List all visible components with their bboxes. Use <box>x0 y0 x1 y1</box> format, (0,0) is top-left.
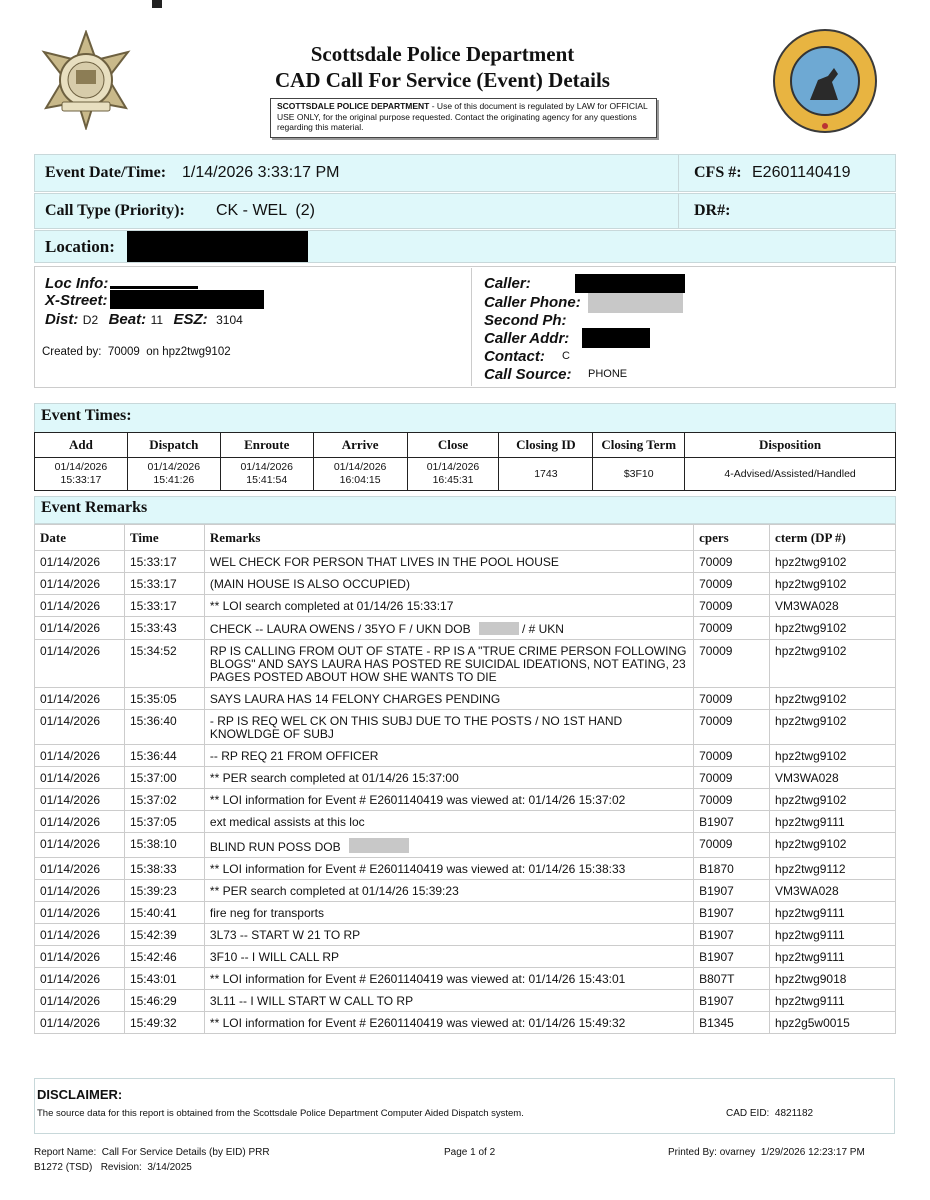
time-close <box>407 458 499 491</box>
remark-time: 15:42:39 <box>124 924 204 946</box>
remark-time: 15:37:05 <box>124 811 204 833</box>
report-id: B1272 (TSD) Revision: 3/14/2025 <box>34 1162 192 1173</box>
caller-redaction <box>575 274 685 293</box>
remark-row <box>35 946 896 968</box>
event-datetime-label: Event Date/Time: <box>45 164 167 181</box>
remark-date: 01/14/2026 <box>35 833 125 858</box>
remark-text: ** LOI information for Event # E2601140419 was viewed at: 01/14/26 15:49:32 <box>204 1012 693 1034</box>
remark-text: SAYS LAURA HAS 14 FELONY CHARGES PENDING <box>204 688 693 710</box>
remark-cterm: hpz2twg9102 <box>770 745 896 767</box>
esz-value: 3104 <box>216 313 243 327</box>
event-remarks-table <box>34 524 896 1034</box>
remark-row <box>35 595 896 617</box>
remark-date: 01/14/2026 <box>35 710 125 745</box>
remark-date: 01/14/2026 <box>35 617 125 640</box>
divider <box>471 268 472 386</box>
remark-cpers: 70009 <box>694 833 770 858</box>
remark-time: 15:33:43 <box>124 617 204 640</box>
remark-row <box>35 1012 896 1034</box>
remark-cpers: 70009 <box>694 551 770 573</box>
remark-cpers: B807T <box>694 968 770 990</box>
time-dispatch <box>127 458 220 491</box>
remark-row <box>35 833 896 858</box>
times-header-closing-id: Closing ID <box>499 433 593 458</box>
event-remarks-title: Event Remarks <box>41 499 148 516</box>
remark-date: 01/14/2026 <box>35 789 125 811</box>
remark-time: 15:36:40 <box>124 710 204 745</box>
event-times-band <box>34 403 896 433</box>
event-remarks-band <box>34 496 896 524</box>
remark-date: 01/14/2026 <box>35 990 125 1012</box>
divider <box>678 193 679 229</box>
remark-cpers: 70009 <box>694 710 770 745</box>
closing-term: $3F10 <box>593 458 685 491</box>
dist-label: Dist: <box>45 311 79 328</box>
page-subtitle: CAD Call For Service (Event) Details <box>275 68 610 92</box>
remark-cpers: 70009 <box>694 789 770 811</box>
remark-row <box>35 811 896 833</box>
time-add-date: 01/14/2026 <box>54 461 108 473</box>
remarks-header-date: Date <box>35 525 125 551</box>
remark-text: ** LOI information for Event # E2601140419 was viewed at: 01/14/26 15:38:33 <box>204 858 693 880</box>
created-by: Created by: 70009 on hpz2twg9102 <box>42 346 231 358</box>
remark-text: (MAIN HOUSE IS ALSO OCCUPIED) <box>204 573 693 595</box>
remark-cpers: B1870 <box>694 858 770 880</box>
caller-phone-redaction <box>588 293 683 313</box>
remark-text: 3F10 -- I WILL CALL RP <box>204 946 693 968</box>
time-arrive <box>313 458 407 491</box>
remark-row <box>35 710 896 745</box>
remark-cterm: hpz2twg9018 <box>770 968 896 990</box>
remark-cterm: hpz2twg9111 <box>770 902 896 924</box>
remark-text-suffix: / # UKN <box>518 622 564 636</box>
remark-cterm: hpz2twg9111 <box>770 811 896 833</box>
remark-text: ** LOI information for Event # E2601140419 was viewed at: 01/14/26 15:37:02 <box>204 789 693 811</box>
remark-cterm: hpz2twg9111 <box>770 946 896 968</box>
notice-text: - Use of this document is regulated by LAW for OFFICIAL USE ONLY, for the original purpose requested. Contact the originating agency for any questions regarding this material. <box>277 101 648 132</box>
xstreet-redaction <box>110 290 264 309</box>
cad-eid: CAD EID: 4821182 <box>726 1108 814 1119</box>
remarks-header-cpers: cpers <box>694 525 770 551</box>
remark-time: 15:33:17 <box>124 551 204 573</box>
time-add-time: 15:33:17 <box>60 474 102 486</box>
contact-value: C <box>562 350 570 362</box>
remark-cterm: hpz2twg9102 <box>770 688 896 710</box>
caller-addr-redaction <box>582 328 650 348</box>
remark-cpers: 70009 <box>694 573 770 595</box>
time-enroute-date: 01/14/2026 <box>240 461 293 473</box>
remark-date: 01/14/2026 <box>35 858 125 880</box>
remark-text <box>204 833 693 858</box>
remark-text-part: CHECK -- LAURA OWENS / 35YO F / UKN DOB <box>209 622 471 636</box>
remarks-header-remarks: Remarks <box>204 525 693 551</box>
remark-row <box>35 551 896 573</box>
remark-row <box>35 902 896 924</box>
remark-text: ** LOI information for Event # E2601140419 was viewed at: 01/14/26 15:43:01 <box>204 968 693 990</box>
xstreet-label: X-Street: <box>45 292 108 309</box>
cfs-label: CFS #: <box>694 164 742 181</box>
location-label: Location: <box>45 237 115 256</box>
divider <box>678 154 679 192</box>
remark-date: 01/14/2026 <box>35 902 125 924</box>
remark-text: -- RP REQ 21 FROM OFFICER <box>204 745 693 767</box>
call-type-value: CK - WEL (2) <box>216 202 315 219</box>
remark-cpers: B1907 <box>694 902 770 924</box>
remark-cpers: 70009 <box>694 767 770 789</box>
remark-cterm: VM3WA028 <box>770 880 896 902</box>
remark-time: 15:43:01 <box>124 968 204 990</box>
remark-text: 3L11 -- I WILL START W CALL TO RP <box>204 990 693 1012</box>
remark-time: 15:33:17 <box>124 595 204 617</box>
beat-value: 11 <box>150 313 164 327</box>
remark-cterm: hpz2g5w0015 <box>770 1012 896 1034</box>
remark-cterm: VM3WA028 <box>770 767 896 789</box>
police-badge-logo <box>36 30 136 130</box>
call-type-label: Call Type (Priority): <box>45 202 185 219</box>
remark-row <box>35 745 896 767</box>
remark-text <box>204 617 693 640</box>
loc-info-redaction <box>110 286 198 289</box>
remark-date: 01/14/2026 <box>35 573 125 595</box>
event-times-title: Event Times: <box>41 407 132 424</box>
time-dispatch-time: 15:41:26 <box>153 474 195 486</box>
time-arrive-date: 01/14/2026 <box>333 461 387 473</box>
loc-info-label: Loc Info: <box>45 275 109 292</box>
remark-time: 15:40:41 <box>124 902 204 924</box>
remark-date: 01/14/2026 <box>35 880 125 902</box>
times-header-closing-term: Closing Term <box>593 433 685 458</box>
remark-row <box>35 924 896 946</box>
remark-row <box>35 858 896 880</box>
time-arrive-time: 16:04:15 <box>339 474 381 486</box>
printed-by: Printed By: ovarney 1/29/2026 12:23:17 PM <box>668 1147 865 1158</box>
remark-row <box>35 880 896 902</box>
remark-text: 3L73 -- START W 21 TO RP <box>204 924 693 946</box>
remark-cterm: hpz2twg9102 <box>770 617 896 640</box>
dob-redaction <box>349 838 409 853</box>
remark-date: 01/14/2026 <box>35 1012 125 1034</box>
remark-cpers: B1907 <box>694 946 770 968</box>
notice-agency: SCOTTSDALE POLICE DEPARTMENT <box>277 101 430 111</box>
remark-time: 15:37:02 <box>124 789 204 811</box>
time-dispatch-date: 01/14/2026 <box>147 461 201 473</box>
remark-date: 01/14/2026 <box>35 767 125 789</box>
second-phone-label: Second Ph: <box>484 312 567 329</box>
remarks-header-time: Time <box>124 525 204 551</box>
remark-cterm: hpz2twg9102 <box>770 573 896 595</box>
remark-cterm: hpz2twg9102 <box>770 551 896 573</box>
remark-date: 01/14/2026 <box>35 551 125 573</box>
remark-cpers: 70009 <box>694 688 770 710</box>
caller-label: Caller: <box>484 275 531 292</box>
remark-row <box>35 767 896 789</box>
remark-text-part: BLIND RUN POSS DOB <box>209 840 341 854</box>
cfs-value: E2601140419 <box>752 164 851 181</box>
times-header-close: Close <box>407 433 499 458</box>
remark-row <box>35 617 896 640</box>
event-times-table <box>34 432 896 491</box>
usage-notice <box>270 98 657 138</box>
times-header-add: Add <box>35 433 128 458</box>
remark-cpers: B1907 <box>694 990 770 1012</box>
times-header-enroute: Enroute <box>220 433 313 458</box>
remark-cterm: hpz2twg9112 <box>770 858 896 880</box>
city-seal-logo <box>772 28 878 134</box>
remark-cterm: hpz2twg9102 <box>770 833 896 858</box>
remark-row <box>35 990 896 1012</box>
time-enroute-time: 15:41:54 <box>246 474 288 486</box>
times-header-row <box>35 433 896 458</box>
remark-date: 01/14/2026 <box>35 745 125 767</box>
remark-time: 15:38:33 <box>124 858 204 880</box>
remark-cpers: B1907 <box>694 924 770 946</box>
time-close-time: 16:45:31 <box>432 474 474 486</box>
remark-text: RP IS CALLING FROM OUT OF STATE - RP IS A "TRUE CRIME PERSON FOLLOWING BLOGS" AND SAYS LAURA HAS POSTED RE SUICIDAL IDEATIONS, NOT EATING, 23 PAGES POSTED ABOUT HOW SHE WANTS TO DIE <box>204 640 693 688</box>
disclaimer-text: The source data for this report is obtained from the Scottsdale Police Department Computer Aided Dispatch system. <box>37 1108 524 1119</box>
remarks-header-row <box>35 525 896 551</box>
remark-text: ** PER search completed at 01/14/26 15:37:00 <box>204 767 693 789</box>
disclaimer-title: DISCLAIMER: <box>37 1087 123 1102</box>
disclaimer-box <box>34 1078 895 1134</box>
district-line <box>45 311 243 329</box>
remark-text: fire neg for transports <box>204 902 693 924</box>
times-data-row <box>35 458 896 491</box>
remark-row <box>35 968 896 990</box>
caller-phone-label: Caller Phone: <box>484 294 581 311</box>
remark-time: 15:37:00 <box>124 767 204 789</box>
dr-label: DR#: <box>694 202 731 219</box>
remark-cpers: B1907 <box>694 811 770 833</box>
dist-value: D2 <box>82 313 99 327</box>
times-header-disposition: Disposition <box>685 433 896 458</box>
contact-label: Contact: <box>484 348 545 365</box>
call-source-value: PHONE <box>588 368 628 380</box>
remark-date: 01/14/2026 <box>35 688 125 710</box>
remark-text: ext medical assists at this loc <box>204 811 693 833</box>
time-enroute <box>220 458 313 491</box>
remark-cterm: hpz2twg9111 <box>770 990 896 1012</box>
remark-time: 15:46:29 <box>124 990 204 1012</box>
remark-date: 01/14/2026 <box>35 811 125 833</box>
remark-time: 15:38:10 <box>124 833 204 858</box>
remarks-header-cterm: cterm (DP #) <box>770 525 896 551</box>
esz-label: ESZ: <box>173 311 208 328</box>
remark-date: 01/14/2026 <box>35 640 125 688</box>
remark-cpers: 70009 <box>694 595 770 617</box>
remark-row <box>35 789 896 811</box>
times-header-arrive: Arrive <box>313 433 407 458</box>
remark-cpers: 70009 <box>694 617 770 640</box>
time-add <box>35 458 128 491</box>
remark-time: 15:39:23 <box>124 880 204 902</box>
beat-label: Beat: <box>108 311 147 328</box>
event-datetime-value: 1/14/2026 3:33:17 PM <box>182 164 340 181</box>
remark-cpers: B1907 <box>694 880 770 902</box>
remark-date: 01/14/2026 <box>35 946 125 968</box>
times-header-dispatch: Dispatch <box>127 433 220 458</box>
closing-id: 1743 <box>499 458 593 491</box>
remark-cpers: 70009 <box>694 745 770 767</box>
remark-text: - RP IS REQ WEL CK ON THIS SUBJ DUE TO THE POSTS / NO 1ST HAND KNOWLDGE OF SUBJ <box>204 710 693 745</box>
scan-mark <box>152 0 162 8</box>
report-name: Report Name: Call For Service Details (by EID) PRR <box>34 1147 270 1158</box>
remark-cterm: hpz2twg9102 <box>770 789 896 811</box>
page-title: Scottsdale Police Department <box>310 42 575 66</box>
remark-date: 01/14/2026 <box>35 968 125 990</box>
location-redaction <box>127 231 308 262</box>
disposition: 4-Advised/Assisted/Handled <box>685 458 896 491</box>
remark-cpers: B1345 <box>694 1012 770 1034</box>
remark-cpers: 70009 <box>694 640 770 688</box>
caller-addr-label: Caller Addr: <box>484 330 570 347</box>
dob-redaction <box>479 622 519 635</box>
remark-row <box>35 640 896 688</box>
remark-time: 15:36:44 <box>124 745 204 767</box>
remark-text: ** LOI search completed at 01/14/26 15:33:17 <box>204 595 693 617</box>
remark-text: WEL CHECK FOR PERSON THAT LIVES IN THE POOL HOUSE <box>204 551 693 573</box>
remark-cterm: hpz2twg9111 <box>770 924 896 946</box>
remark-cterm: hpz2twg9102 <box>770 640 896 688</box>
call-source-label: Call Source: <box>484 366 572 383</box>
remark-time: 15:33:17 <box>124 573 204 595</box>
time-close-date: 01/14/2026 <box>426 461 480 473</box>
remark-row <box>35 688 896 710</box>
remark-row <box>35 573 896 595</box>
remark-date: 01/14/2026 <box>35 924 125 946</box>
remark-time: 15:35:05 <box>124 688 204 710</box>
remark-cterm: hpz2twg9102 <box>770 710 896 745</box>
page-number: Page 1 of 2 <box>444 1147 496 1158</box>
remark-time: 15:42:46 <box>124 946 204 968</box>
remark-date: 01/14/2026 <box>35 595 125 617</box>
remark-text: ** PER search completed at 01/14/26 15:39:23 <box>204 880 693 902</box>
remark-time: 15:49:32 <box>124 1012 204 1034</box>
remark-cterm: VM3WA028 <box>770 595 896 617</box>
remark-time: 15:34:52 <box>124 640 204 688</box>
